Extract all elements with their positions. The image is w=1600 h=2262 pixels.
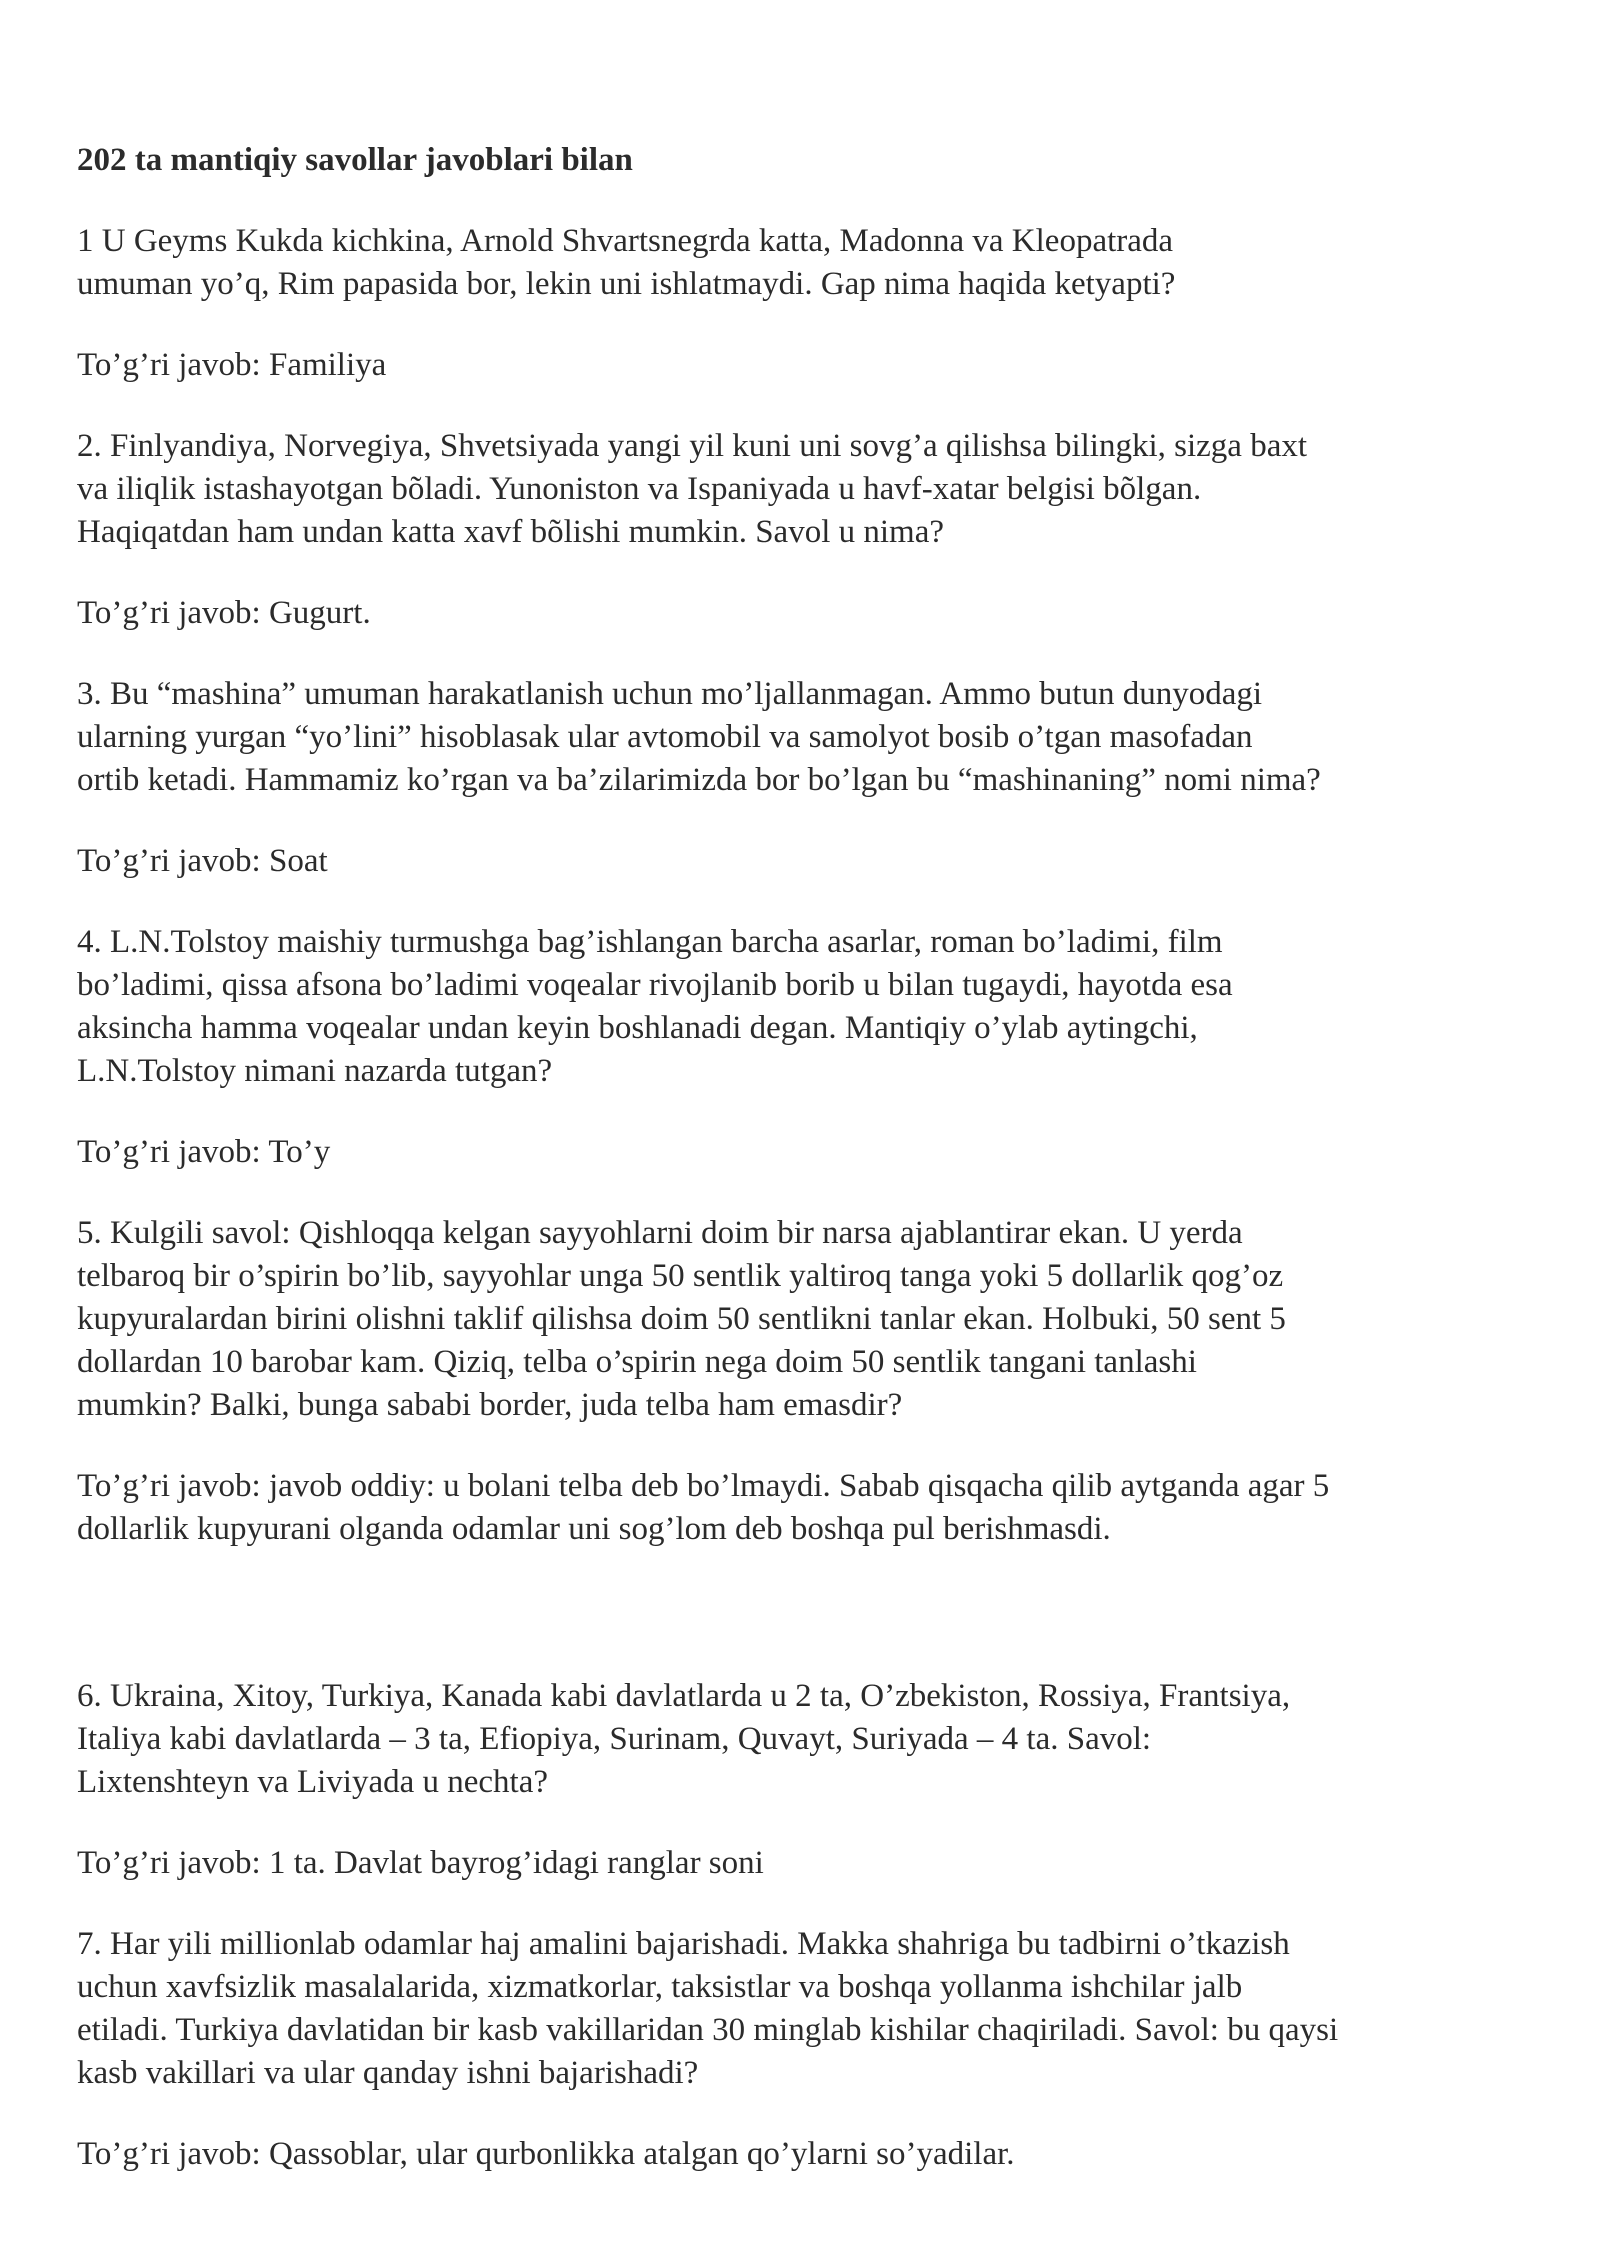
- question-1: 1 U Geyms Kukda kichkina, Arnold Shvartsnegrda katta, Madonna va Kleopatrada umuman yo’q, Rim papasida bor, lekin uni ishlatmaydi. Gap nima haqida ketyapti?: [77, 223, 1176, 302]
- blank-space: [77, 1589, 1537, 1675]
- question-5: 5. Kulgili savol: Qishloqqa kelgan sayyohlarni doim bir narsa ajablantirar ekan. U yerda telbaroq bir o’spirin bo’lib, sayyohlar unga 50 sentlik yaltiroq tanga yoki 5 dollarlik qog’oz kupyuralardan birini olishni taklif qilishsa doim 50 sentlikni tanlar ekan. Holbuki, 50 sent 5 dollardan 10 barobar kam. Qiziq, telba o’spirin nega doim 50 sentlik tangani tanlashi mumkin? Balki, bunga sababi border, juda telba ham emasdir?: [77, 1215, 1286, 1423]
- answer-2: To’g’ri javob: Gugurt.: [77, 595, 371, 631]
- question-3: 3. Bu “mashina” umuman harakatlanish uchun mo’ljallanmagan. Ammo butun dunyodagi ularning yurgan “yo’lini” hisoblasak ular avtomobil va samolyot bosib o’tgan masofadan ortib ketadi. Hammamiz ko’rgan va ba’zilarimizda bor bo’lgan bu “mashinaning” nomi nima?: [77, 676, 1321, 798]
- document-title: 202 ta mantiqiy savollar javoblari bilan: [77, 142, 633, 178]
- answer-4: To’g’ri javob: To’y: [77, 1134, 331, 1170]
- question-2: 2. Finlyandiya, Norvegiya, Shvetsiyada yangi yil kuni uni sovg’a qilishsa bilingki, sizga baxt va iliqlik istashayotgan bõladi. Yunoniston va Ispaniyada u havf-xatar belgisi bõlgan. Haqiqatdan ham undan katta xavf bõlishi mumkin. Savol u nima?: [77, 428, 1308, 550]
- answer-1: To’g’ri javob: Familiya: [77, 347, 387, 383]
- question-6: 6. Ukraina, Xitoy, Turkiya, Kanada kabi davlatlarda u 2 ta, O’zbekiston, Rossiya, Frantsiya, Italiya kabi davlatlarda – 3 ta, Efiopiya, Surinam, Quvayt, Suriyada – 4 ta. Savol: Lixtenshteyn va Liviyada u nechta?: [77, 1678, 1291, 1800]
- document-body: [77, 138, 1537, 2214]
- answer-5: To’g’ri javob: javob oddiy: u bolani telba deb bo’lmaydi. Sabab qisqacha qilib aytganda agar 5 dollarlik kupyurani olganda odamlar uni sog’lom deb boshqa pul berishmasdi.: [77, 1468, 1330, 1547]
- answer-7: To’g’ri javob: Qassoblar, ular qurbonlikka atalgan qo’ylarni so’yadilar.: [77, 2136, 1015, 2172]
- answer-3: To’g’ri javob: Soat: [77, 843, 328, 879]
- question-4: 4. L.N.Tolstoy maishiy turmushga bag’ishlangan barcha asarlar, roman bo’ladimi, film bo’ladimi, qissa afsona bo’ladimi voqealar rivojlanib borib u bilan tugaydi, hayotda esa aksincha hamma voqealar undan keyin boshlanadi degan. Mantiqiy o’ylab aytingchi, L.N.Tolstoy nimani nazarda tutgan?: [77, 924, 1233, 1089]
- answer-6: To’g’ri javob: 1 ta. Davlat bayrog’idagi ranglar soni: [77, 1845, 764, 1881]
- question-7: 7. Har yili millionlab odamlar haj amalini bajarishadi. Makka shahriga bu tadbirni o’tkazish uchun xavfsizlik masalalarida, xizmatkorlar, taksistlar va boshqa yollanma ishchilar jalb etiladi. Turkiya davlatidan bir kasb vakillaridan 30 minglab kishilar chaqiriladi. Savol: bu qaysi kasb vakillari va ular qanday ishni bajarishadi?: [77, 1926, 1339, 2091]
